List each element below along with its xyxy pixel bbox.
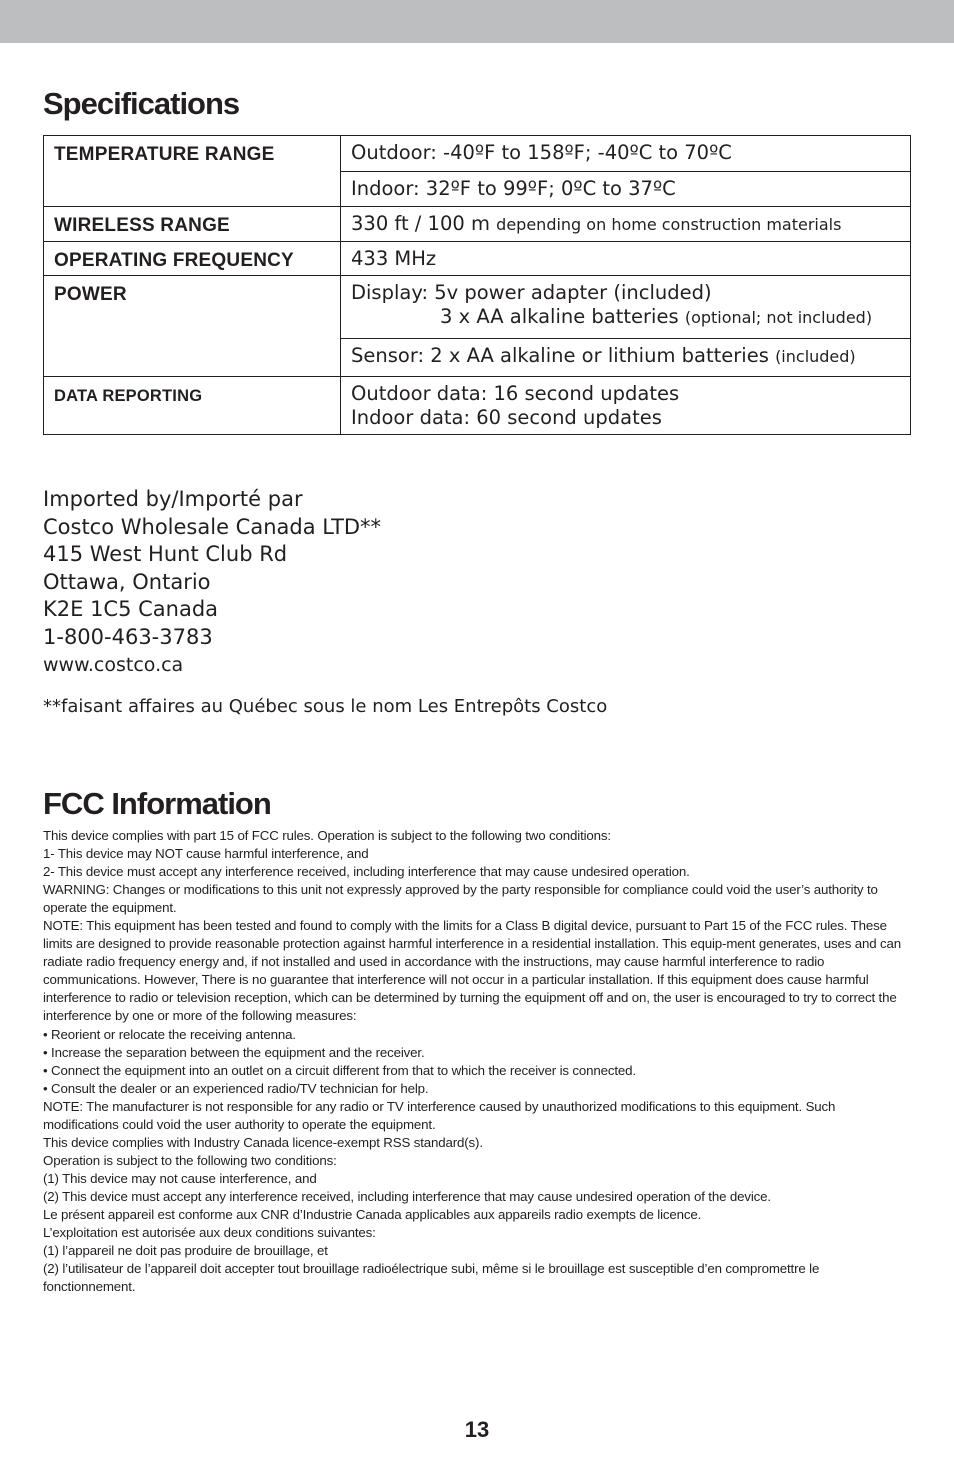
fcc-paragraph: NOTE: This equipment has been tested and found to comply with the limits for a Class B digital device, pursuant to Part 15 of the FCC rules. These limits are designed to provide reasonable protection against harmful interference in a residential installation. This equip-ment generates, uses and can radiate radio frequency energy and, if not installed and used in accordance with the instructions, may cause harmful interference to radio communications. However, There is no guarantee that interference will not occur in a particular installation. If this equipment does cause harmful interference to radio or television reception, which can be determined by turning the equipment off and on, the user is encouraged to try to correct the interference by one or more of the following measures: <box>43 918 902 1024</box>
wireless-range-value <box>341 207 911 242</box>
fcc-bullet: • Increase the separation between the equipment and the receiver. <box>43 1044 425 1060</box>
power-sensor-value <box>341 339 911 377</box>
fcc-heading: FCC Information <box>43 786 271 821</box>
operating-frequency-value: 433 MHz <box>341 242 911 276</box>
importer-phone: 1-800-463-3783 <box>43 624 213 649</box>
table-row <box>44 377 911 435</box>
fcc-bullet: • Consult the dealer or an experienced radio/TV technician for help. <box>43 1080 429 1096</box>
fcc-bullet: • Reorient or relocate the receiving antenna. <box>43 1026 296 1042</box>
operating-frequency-label: OPERATING FREQUENCY <box>44 242 341 276</box>
power-sensor-text: Sensor: 2 x AA alkaline or lithium batteries <box>351 344 769 367</box>
fcc-paragraph: Operation is subject to the following two conditions: <box>43 1152 337 1168</box>
fcc-paragraph: This device complies with Industry Canada licence-exempt RSS standard(s). <box>43 1134 483 1150</box>
data-outdoor-line: Outdoor data: 16 second updates <box>351 382 680 405</box>
importer-line: Imported by/Importé par <box>43 487 303 511</box>
power-display-line: Display: 5v power adapter (included) <box>351 281 712 304</box>
table-row <box>44 207 911 242</box>
temperature-range-label: TEMPERATURE RANGE <box>44 136 341 207</box>
importer-website: www.costco.ca <box>43 653 184 676</box>
temperature-outdoor-value: Outdoor: -40ºF to 158ºF; -40ºC to 70ºC <box>341 136 911 172</box>
importer-postal: K2E 1C5 Canada <box>43 597 219 622</box>
table-row <box>44 136 911 172</box>
fcc-paragraph: (1) l’appareil ne doit pas produire de brouillage, et <box>43 1243 328 1259</box>
data-reporting-label: DATA REPORTING <box>44 377 341 435</box>
power-batteries-line <box>351 305 910 330</box>
fcc-paragraph: Le présent appareil est conforme aux CNR d’Industrie Canada applicables aux appareils radio exempts de licence. <box>43 1206 702 1222</box>
fcc-paragraph: L’exploitation est autorisée aux deux conditions suivantes: <box>43 1225 376 1241</box>
wireless-range-main: 330 ft / 100 m <box>351 212 490 235</box>
fcc-paragraph: (1) This device may not cause interference, and <box>43 1170 317 1186</box>
fcc-text <box>43 827 913 1296</box>
importer-company: Costco Wholesale Canada LTD** <box>43 514 382 539</box>
data-indoor-line: Indoor data: 60 second updates <box>351 406 662 429</box>
power-batteries-note: (optional; not included) <box>684 308 873 327</box>
importer-address <box>43 486 381 679</box>
fcc-paragraph: This device complies with part 15 of FCC rules. Operation is subject to the following two conditions: <box>43 828 611 843</box>
wireless-range-note: depending on home construction materials <box>496 215 842 234</box>
table-row <box>44 276 911 339</box>
fcc-paragraph: (2) l’utilisateur de l’appareil doit accepter tout brouillage radioélectrique subi, même si le brouillage est susceptible d’en compromettre le fonctionnement. <box>43 1261 820 1295</box>
specifications-table <box>43 135 911 435</box>
power-display-value <box>341 276 911 339</box>
temperature-indoor-value: Indoor: 32ºF to 99ºF; 0ºC to 37ºC <box>341 172 911 207</box>
fcc-bullet: • Connect the equipment into an outlet on a circuit different from that to which the receiver is connected. <box>43 1062 636 1078</box>
fcc-paragraph: (2) This device must accept any interference received, including interference that may cause undesired operation of the device. <box>43 1188 771 1204</box>
power-label: POWER <box>44 276 341 377</box>
fcc-paragraph: 2- This device must accept any interference received, including interference that may cause undesired operation. <box>43 864 690 880</box>
importer-city: Ottawa, Ontario <box>43 569 211 594</box>
data-reporting-value <box>341 377 911 435</box>
quebec-note: **faisant affaires au Québec sous le nom Les Entrepôts Costco <box>43 696 608 717</box>
fcc-paragraph: NOTE: The manufacturer is not responsible for any radio or TV interference caused by unauthorized modifications to this equipment. Such modifications could void the user authority to operate the equipment. <box>43 1098 836 1132</box>
wireless-range-label: WIRELESS RANGE <box>44 207 341 242</box>
fcc-paragraph: 1- This device may NOT cause harmful interference, and <box>43 846 369 862</box>
page-number: 13 <box>464 1417 490 1442</box>
header-bar <box>0 0 954 43</box>
fcc-paragraph: WARNING: Changes or modifications to this unit not expressly approved by the party responsible for compliance could void the user’s authority to operate the equipment. <box>43 882 878 916</box>
table-row <box>44 242 911 276</box>
power-batteries-text: 3 x AA alkaline batteries <box>440 305 679 328</box>
specifications-heading: Specifications <box>43 86 240 121</box>
power-sensor-note: (included) <box>775 347 856 366</box>
importer-street: 415 West Hunt Club Rd <box>43 542 288 567</box>
